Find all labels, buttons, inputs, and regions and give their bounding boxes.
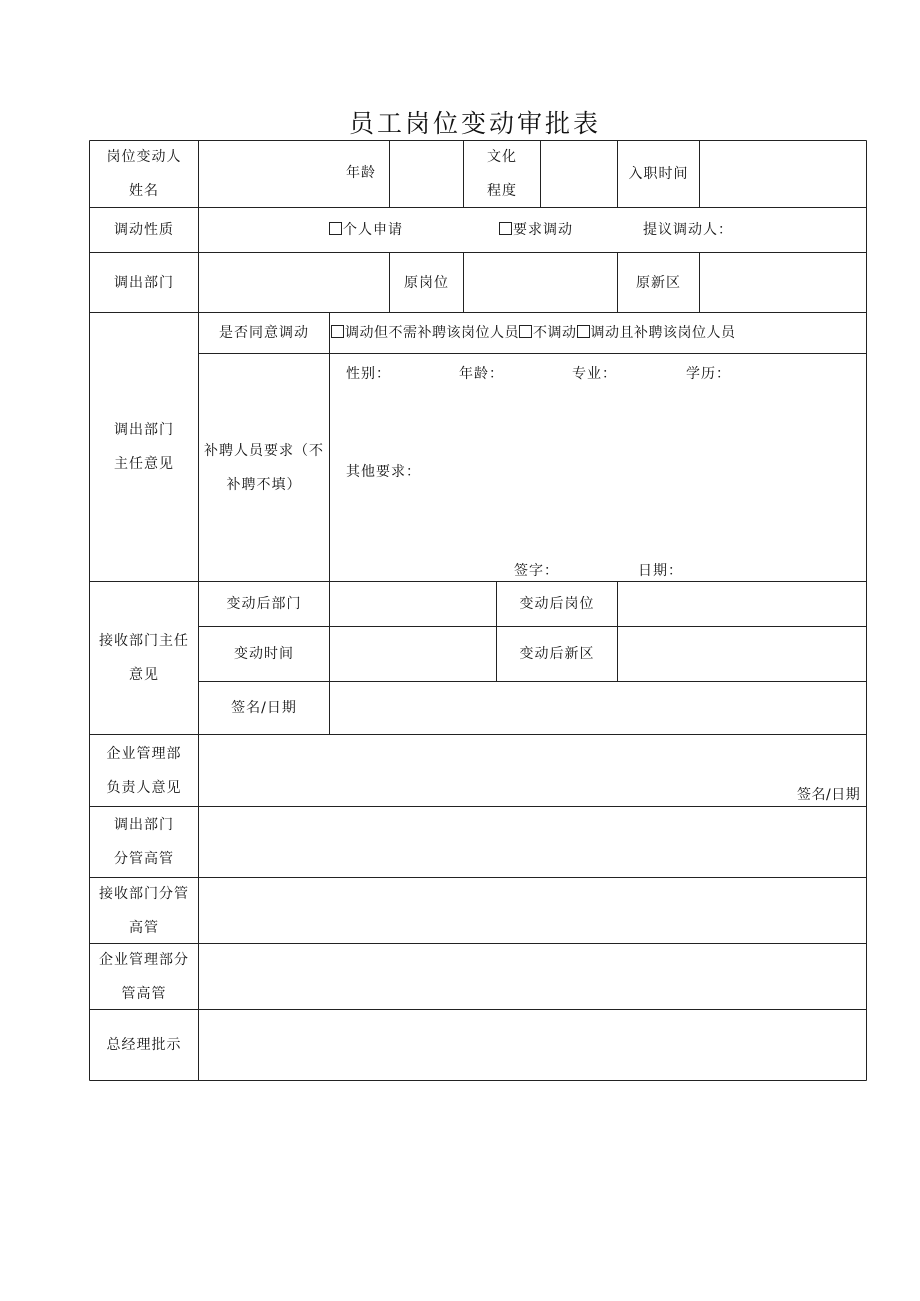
name-label-line2: 姓名: [129, 183, 159, 199]
option-hire-label: 调动且补聘该岗位人员: [590, 325, 736, 341]
orig-area-field[interactable]: [700, 253, 866, 312]
age-field[interactable]: [390, 141, 463, 207]
new-dept-label: 变动后部门: [226, 596, 302, 612]
new-area-label: 变动后新区: [519, 646, 595, 662]
major-label: 专业：: [572, 366, 617, 382]
orig-post-field[interactable]: [464, 253, 617, 312]
change-time-label: 变动时间: [234, 646, 294, 662]
option-required-label: 要求调动: [513, 222, 573, 238]
hire-req-label-line1: 补聘人员要求（不: [204, 442, 324, 459]
mgmt-exec-label-line2: 管高管: [121, 985, 167, 1002]
in-exec-label-line2: 高管: [129, 919, 159, 936]
mgmt-head-label: [90, 735, 198, 806]
in-director-sign-date-field[interactable]: [330, 682, 866, 734]
new-area-field[interactable]: [618, 627, 866, 681]
checkbox-hire[interactable]: [577, 325, 590, 338]
mgmt-head-sign-date: 签名/日期: [797, 787, 861, 803]
out-exec-label-line1: 调出部门: [114, 817, 174, 833]
option-no-hire-label: 调动但不需补聘该岗位人员: [345, 325, 519, 341]
option-personal-label: 个人申请: [343, 222, 403, 238]
age-label: 年龄: [346, 165, 376, 181]
new-dept-field[interactable]: [330, 582, 496, 626]
in-exec-field[interactable]: [199, 878, 866, 943]
out-dept-field[interactable]: [199, 253, 389, 312]
in-exec-label-line1: 接收部门分管: [99, 885, 189, 902]
in-director-label: [90, 582, 198, 734]
proposer-label: 提议调动人：: [643, 222, 733, 238]
in-director-label-line2: 意见: [129, 667, 159, 683]
gender-label: 性别：: [346, 366, 391, 382]
new-post-field[interactable]: [618, 582, 866, 626]
checkbox-personal[interactable]: [329, 222, 342, 235]
mgmt-exec-field[interactable]: [199, 944, 866, 1009]
mgmt-head-label-line2: 负责人意见: [106, 779, 182, 796]
nature-label: 调动性质: [114, 222, 174, 238]
other-requirements-label: 其他要求：: [346, 464, 421, 480]
agree-label: 是否同意调动: [219, 325, 309, 341]
option-no-hire[interactable]: [331, 325, 519, 341]
option-personal[interactable]: [329, 222, 403, 238]
out-director-date-label: 日期：: [638, 563, 683, 579]
mgmt-exec-label-line1: 企业管理部分: [99, 951, 189, 968]
hire-date-field[interactable]: [700, 141, 866, 207]
in-exec-label: [90, 878, 198, 943]
new-post-label: 变动后岗位: [519, 596, 595, 612]
education-label-line1: 文化: [487, 149, 517, 165]
orig-area-label: 原新区: [636, 274, 681, 291]
name-field[interactable]: [199, 141, 339, 207]
req-age-label: 年龄：: [459, 366, 504, 382]
name-label: [90, 141, 198, 207]
gm-label: 总经理批示: [106, 1037, 182, 1053]
change-time-field[interactable]: [330, 627, 496, 681]
checkbox-no-transfer[interactable]: [519, 325, 532, 338]
hire-requirements-label: [199, 354, 329, 581]
mgmt-head-label-line1: 企业管理部: [106, 745, 182, 762]
option-no-transfer-label: 不调动: [533, 325, 577, 341]
agree-options: [331, 325, 736, 341]
education-label-line2: 程度: [487, 183, 517, 199]
out-director-label: [90, 313, 198, 581]
degree-label: 学历：: [686, 366, 731, 382]
hire-date-label: 入职时间: [628, 166, 689, 182]
checkbox-no-hire[interactable]: [331, 325, 344, 338]
hire-req-label-line2: 补聘不填）: [226, 476, 302, 493]
option-no-transfer[interactable]: [519, 325, 577, 341]
out-exec-field[interactable]: [199, 807, 866, 877]
out-director-sign-label: 签字：: [514, 563, 559, 579]
out-exec-label: [90, 807, 198, 877]
in-director-label-line1: 接收部门主任: [99, 633, 189, 649]
mgmt-head-opinion-field[interactable]: [199, 735, 866, 806]
out-dept-label: 调出部门: [114, 274, 174, 291]
mgmt-exec-label: [90, 944, 198, 1009]
checkbox-required[interactable]: [499, 222, 512, 235]
out-director-label-line2: 主任意见: [114, 456, 174, 472]
out-exec-label-line2: 分管高管: [114, 851, 174, 867]
education-label: [464, 141, 540, 207]
out-director-label-line1: 调出部门: [114, 422, 174, 438]
education-field[interactable]: [541, 141, 617, 207]
form-title: 员工岗位变动审批表: [348, 109, 601, 138]
in-director-sign-date-label: 签名/日期: [231, 700, 297, 716]
orig-post-label: 原岗位: [404, 274, 449, 291]
option-hire[interactable]: [577, 325, 736, 341]
option-required[interactable]: [499, 222, 573, 238]
gm-approval-field[interactable]: [199, 1010, 866, 1080]
name-label-line1: 岗位变动人: [106, 149, 182, 165]
